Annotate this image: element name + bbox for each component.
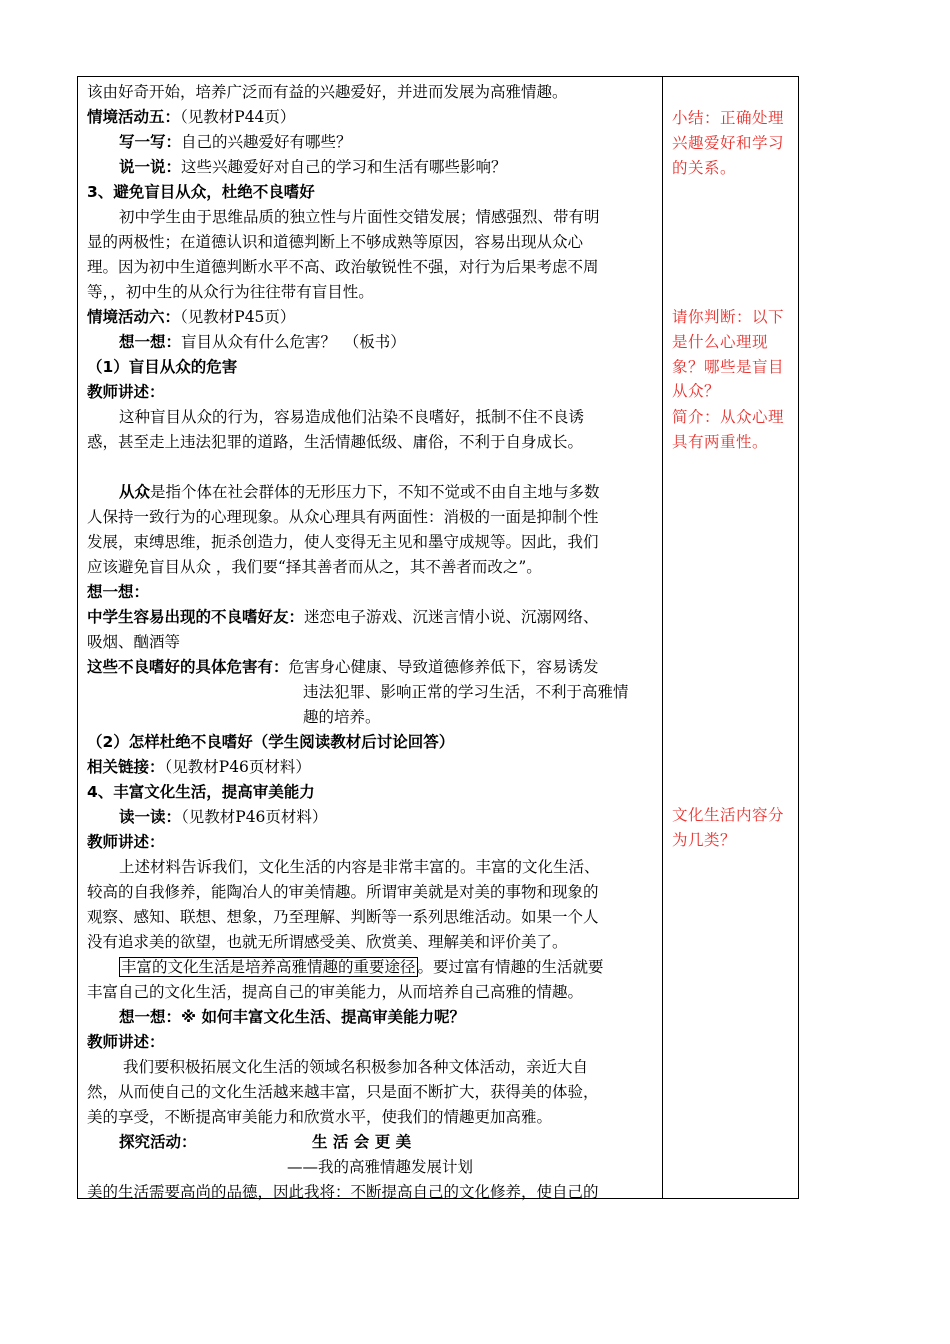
text: 。要过富有情趣的生活就要 (417, 958, 604, 976)
text: 自己的兴趣爱好有哪些？ (181, 133, 352, 151)
label: 情境活动五： (87, 108, 181, 126)
subheading-1: （1）盲目从众的危害 (87, 358, 238, 376)
term: 从众 (119, 483, 151, 501)
label: 相关链接： (87, 758, 165, 776)
paragraph-line: 这种盲目从众的行为，容易造成他们沾染不良嗜好，抵制不住不良诱 (119, 408, 585, 426)
side-note-question: 文化生活内容分为几类？ (672, 806, 785, 849)
paragraph-line: 违法犯罪、影响正常的学习生活，不利于高雅情 (303, 683, 629, 701)
bad-habits-line (87, 605, 599, 630)
explore-label: 探究活动： (119, 1133, 197, 1151)
paragraph-line: 较高的自我修养，能陶冶人的审美情趣。所谓审美就是对美的事物和现象的 (87, 883, 599, 901)
section-heading-3: 3、避免盲目从众，杜绝不良嗜好 (87, 183, 315, 201)
paragraph-line: 理。因为初中生道德判断水平不高、政治敏锐性不强，对行为后果考虑不周 (87, 258, 599, 276)
paragraph-line: 我们要积极拓展文化生活的领域名积极参加各种文体活动，亲近大自 (123, 1058, 589, 1076)
say-prompt (119, 155, 507, 180)
label: 说一说： (119, 158, 182, 176)
underlined-text: 不断提高自己的文化修养，使自己的 (350, 1183, 599, 1201)
text: （见教材P44页） (180, 108, 296, 126)
write-prompt (119, 130, 352, 155)
paragraph-line: 应该避免盲目从众 ，我们要“择其善者而从之，其不善者而改之”。 (87, 558, 542, 576)
side-note-summary: 小结：正确处理兴趣爱好和学习的关系。 (672, 109, 785, 177)
plan-subtitle: ——我的高雅情趣发展计划 (287, 1158, 474, 1176)
paragraph-line: 该由好奇开始，培养广泛而有益的兴趣爱好，并进而发展为高雅情趣。 (87, 83, 568, 101)
activity-6 (87, 305, 295, 330)
paragraph-line: 上述材料告诉我们，文化生活的内容是非常丰富的。丰富的文化生活、 (119, 858, 600, 876)
related-link (87, 755, 311, 780)
definition-line (119, 480, 600, 505)
paragraph-line: 吸烟、酗酒等 (87, 633, 181, 651)
paragraph-line: 丰富自己的文化生活，提高自己的审美能力，从而培养自己高雅的情趣。 (87, 983, 584, 1001)
paragraph-line: 惑，甚至走上违法犯罪的道路，生活情趣低级、庸俗，不利于自身成长。 (87, 433, 584, 451)
text: 迷恋电子游戏、沉迷言情小说、沉溺网络、 (304, 608, 599, 626)
think-prompt (119, 330, 406, 355)
paragraph-line: 人保持一致行为的心理现象。从众心理具有两面性：消极的一面是抑制个性 (87, 508, 599, 526)
paragraph-line: 发展，束缚思维，扼杀创造力，使人变得无主见和墨守成规等。因此，我们 (87, 533, 599, 551)
label: 写一写： (119, 133, 182, 151)
plan-title: 生 活 会 更 美 (312, 1133, 412, 1151)
subheading-2: （2）怎样杜绝不良嗜好（学生阅读教材后讨论回答） (87, 733, 455, 751)
activity-5 (87, 105, 295, 130)
section-heading-4: 4、丰富文化生活，提高审美能力 (87, 783, 315, 801)
text: 盲目从众有什么危害？ （板书） (181, 333, 406, 351)
text: （见教材P46页材料） (181, 808, 328, 826)
side-note-intro: 简介：从众心理具有两重性。 (672, 408, 785, 451)
label: 中学生容易出现的不良嗜好友： (87, 608, 305, 626)
label: 情境活动六： (87, 308, 181, 326)
read-prompt (119, 805, 327, 830)
paragraph-line: 观察、感知、联想、想象，乃至理解、判断等一系列思维活动。如果一个人 (87, 908, 599, 926)
teacher-narration-label: 教师讲述： (87, 383, 165, 401)
text: （见教材P46页材料） (164, 758, 311, 776)
key-point-box: 丰富的文化生活是培养高雅情趣的重要途径 (121, 958, 416, 976)
think-question: 想一想：※ 如何丰富文化生活、提高审美能力呢？ (119, 1008, 465, 1026)
paragraph-line: 显的两极性；在道德认识和道德判断上不够成熟等原因，容易出现从众心 (87, 233, 584, 251)
paragraph-line: 趣的培养。 (303, 708, 381, 726)
think-label: 想一想： (87, 583, 150, 601)
side-note-judge: 请你判断：以下是什么心理现象？哪些是盲目从众？ (672, 308, 785, 401)
text: 这些兴趣爱好对自己的学习和生活有哪些影响？ (181, 158, 507, 176)
label: 想一想： (119, 333, 182, 351)
label: 读一读： (119, 808, 182, 826)
paragraph-line: 等，，初中生的从众行为往往带有盲目性。 (87, 283, 374, 301)
paragraph-line: 初中学生由于思维品质的独立性与片面性交错发展；情感强烈、带有明 (119, 208, 600, 226)
paragraph-line: 美的享受，不断提高审美能力和欣赏水平，使我们的情趣更加高雅。 (87, 1108, 553, 1126)
paragraph-line: 然，从而使自己的文化生活越来越丰富，只是面不断扩大，获得美的体验， (87, 1083, 599, 1101)
teacher-narration-label: 教师讲述： (87, 1033, 165, 1051)
paragraph-line: 没有追求美的欲望，也就无所谓感受美、欣赏美、理解美和评价美了。 (87, 933, 568, 951)
harm-line (87, 655, 599, 680)
plan-line (87, 1180, 599, 1205)
column-divider (662, 76, 663, 1199)
text: （见教材P45页） (180, 308, 296, 326)
teacher-narration-label: 教师讲述： (87, 833, 165, 851)
text: 危害身心健康、导致道德修养低下，容易诱发 (288, 658, 599, 676)
key-point-line (119, 955, 604, 980)
text: 美的生活需要高尚的品德，因此我将： (87, 1183, 351, 1201)
text: 是指个体在社会群体的无形压力下，不知不觉或不由自主地与多数 (150, 483, 600, 501)
label: 这些不良嗜好的具体危害有： (87, 658, 289, 676)
